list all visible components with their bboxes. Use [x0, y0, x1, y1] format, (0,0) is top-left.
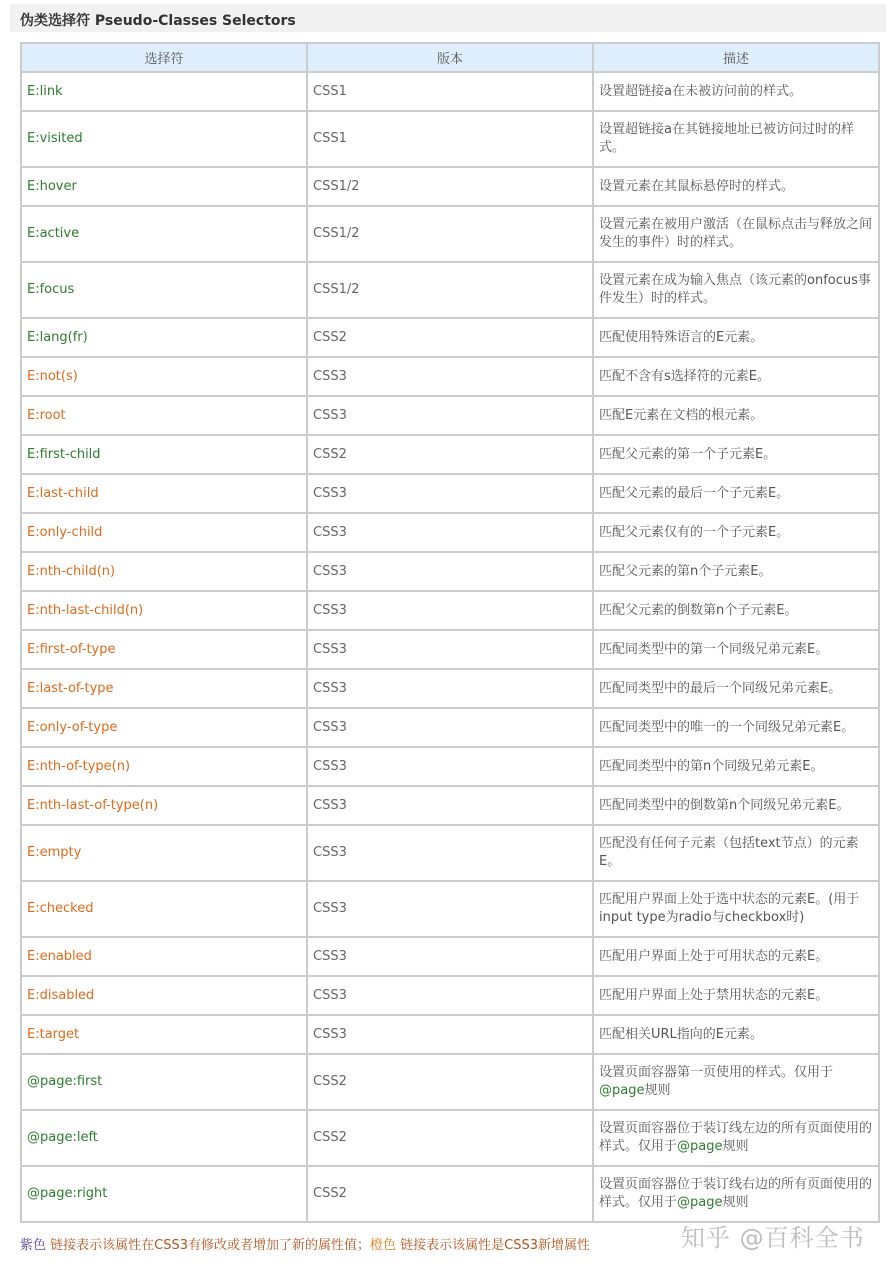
table-row [21, 435, 879, 474]
table-row [21, 357, 879, 396]
description-cell: 匹配没有任何子元素（包括text节点）的元素E。 [593, 825, 879, 881]
description-text: 设置页面容器第一页使用的样式。仅用于 [599, 1065, 834, 1080]
selector-link[interactable]: E:empty [21, 825, 307, 881]
legend-orange-label: 橙色 [370, 1238, 397, 1253]
version-cell: CSS3 [307, 786, 593, 825]
table-row [21, 786, 879, 825]
table-row [21, 396, 879, 435]
version-cell: CSS3 [307, 976, 593, 1015]
legend-note [20, 1234, 590, 1253]
version-cell: CSS3 [307, 1015, 593, 1054]
selector-link[interactable]: E:first-child [21, 435, 307, 474]
version-cell: CSS3 [307, 747, 593, 786]
version-cell: CSS3 [307, 825, 593, 881]
selector-link[interactable]: E:disabled [21, 976, 307, 1015]
legend-orange-text: 链接表示该属性是CSS3新增属性 [396, 1238, 591, 1253]
table-row [21, 881, 879, 937]
description-cell: 匹配使用特殊语言的E元素。 [593, 318, 879, 357]
selector-link[interactable]: E:target [21, 1015, 307, 1054]
description-cell: 匹配不含有s选择符的元素E。 [593, 357, 879, 396]
selector-link[interactable]: E:not(s) [21, 357, 307, 396]
description-cell: 匹配父元素的最后一个子元素E。 [593, 474, 879, 513]
table-row [21, 1015, 879, 1054]
page-rule-link[interactable]: @page [677, 1195, 723, 1210]
description-cell [593, 1166, 879, 1222]
table-row [21, 206, 879, 262]
selector-link[interactable]: E:hover [21, 167, 307, 206]
selector-link[interactable]: E:checked [21, 881, 307, 937]
version-cell: CSS3 [307, 937, 593, 976]
version-cell: CSS1/2 [307, 167, 593, 206]
version-cell: CSS3 [307, 881, 593, 937]
description-cell: 匹配同类型中的倒数第n个同级兄弟元素E。 [593, 786, 879, 825]
description-cell: 匹配同类型中的唯一的一个同级兄弟元素E。 [593, 708, 879, 747]
description-cell: 匹配父元素仅有的一个子元素E。 [593, 513, 879, 552]
table-row [21, 825, 879, 881]
selector-link[interactable]: E:last-of-type [21, 669, 307, 708]
description-text: 设置页面容器位于装订线右边的所有页面使用的样式。仅用于 [599, 1177, 873, 1210]
column-header-description: 描述 [593, 43, 879, 72]
column-header-selector: 选择符 [21, 43, 307, 72]
selector-link[interactable]: E:nth-last-child(n) [21, 591, 307, 630]
version-cell: CSS2 [307, 1054, 593, 1110]
table-row [21, 591, 879, 630]
version-cell: CSS1 [307, 72, 593, 111]
table-row [21, 167, 879, 206]
section-title: 伪类选择符 Pseudo-Classes Selectors [20, 13, 296, 29]
version-cell: CSS3 [307, 513, 593, 552]
version-cell: CSS3 [307, 396, 593, 435]
table-row [21, 1166, 879, 1222]
table-row [21, 937, 879, 976]
table-row [21, 262, 879, 318]
selector-link[interactable]: E:nth-child(n) [21, 552, 307, 591]
version-cell: CSS3 [307, 474, 593, 513]
description-suffix: 规则 [722, 1139, 749, 1154]
version-cell: CSS2 [307, 1110, 593, 1166]
version-cell: CSS1/2 [307, 262, 593, 318]
version-cell: CSS2 [307, 1166, 593, 1222]
description-cell: 匹配E元素在文档的根元素。 [593, 396, 879, 435]
legend-purple-label: 紫色 [20, 1238, 47, 1253]
description-cell [593, 1054, 879, 1110]
table-row [21, 669, 879, 708]
table-row [21, 552, 879, 591]
description-suffix: 规则 [644, 1083, 671, 1098]
table-row [21, 747, 879, 786]
page-rule-link[interactable]: @page [677, 1139, 723, 1154]
table-row [21, 1054, 879, 1110]
legend-purple-text: 链接表示该属性在CSS3有修改或者增加了新的属性值； [46, 1238, 371, 1253]
table-row [21, 513, 879, 552]
version-cell: CSS3 [307, 591, 593, 630]
description-suffix: 规则 [722, 1195, 749, 1210]
description-text: 设置页面容器位于装订线左边的所有页面使用的样式。仅用于 [599, 1121, 873, 1154]
description-cell: 匹配同类型中的第一个同级兄弟元素E。 [593, 630, 879, 669]
selector-link[interactable]: E:link [21, 72, 307, 111]
description-cell: 匹配同类型中的最后一个同级兄弟元素E。 [593, 669, 879, 708]
version-cell: CSS3 [307, 669, 593, 708]
table-row [21, 111, 879, 167]
table-row [21, 474, 879, 513]
selector-link[interactable]: E:only-child [21, 513, 307, 552]
description-cell: 匹配用户界面上处于选中状态的元素E。(用于input type为radio与checkbox时) [593, 881, 879, 937]
selector-link[interactable]: E:visited [21, 111, 307, 167]
version-cell: CSS2 [307, 435, 593, 474]
description-cell [593, 1110, 879, 1166]
table-row [21, 1110, 879, 1166]
description-cell: 匹配父元素的倒数第n个子元素E。 [593, 591, 879, 630]
selector-link[interactable]: @page:left [21, 1110, 307, 1166]
table-row [21, 318, 879, 357]
selector-link[interactable]: E:active [21, 206, 307, 262]
description-cell: 匹配同类型中的第n个同级兄弟元素E。 [593, 747, 879, 786]
description-cell: 设置元素在其鼠标悬停时的样式。 [593, 167, 879, 206]
version-cell: CSS2 [307, 318, 593, 357]
watermark: 知乎 @百科全书 [681, 1224, 865, 1252]
selector-link[interactable]: E:nth-of-type(n) [21, 747, 307, 786]
selector-link[interactable]: E:nth-last-of-type(n) [21, 786, 307, 825]
description-cell: 设置超链接a在其链接地址已被访问过时的样式。 [593, 111, 879, 167]
table-row [21, 708, 879, 747]
version-cell: CSS3 [307, 552, 593, 591]
section-header [10, 4, 886, 32]
description-cell: 匹配用户界面上处于可用状态的元素E。 [593, 937, 879, 976]
version-cell: CSS3 [307, 357, 593, 396]
description-cell: 设置元素在成为输入焦点（该元素的onfocus事件发生）时的样式。 [593, 262, 879, 318]
description-cell: 匹配父元素的第n个子元素E。 [593, 552, 879, 591]
pseudo-classes-table [20, 42, 880, 1223]
column-header-version: 版本 [307, 43, 593, 72]
page-rule-link[interactable]: @page [599, 1083, 645, 1098]
selector-link[interactable]: E:root [21, 396, 307, 435]
selector-link[interactable]: E:only-of-type [21, 708, 307, 747]
table-row [21, 72, 879, 111]
version-cell: CSS3 [307, 708, 593, 747]
description-cell: 设置元素在被用户激活（在鼠标点击与释放之间发生的事件）时的样式。 [593, 206, 879, 262]
selector-link[interactable]: E:last-child [21, 474, 307, 513]
selector-link[interactable]: E:enabled [21, 937, 307, 976]
description-cell: 匹配相关URL指向的E元素。 [593, 1015, 879, 1054]
table-row [21, 630, 879, 669]
selector-link[interactable]: E:lang(fr) [21, 318, 307, 357]
description-cell: 匹配父元素的第一个子元素E。 [593, 435, 879, 474]
selector-link[interactable]: @page:first [21, 1054, 307, 1110]
description-cell: 设置超链接a在未被访问前的样式。 [593, 72, 879, 111]
selector-link[interactable]: E:focus [21, 262, 307, 318]
description-cell: 匹配用户界面上处于禁用状态的元素E。 [593, 976, 879, 1015]
version-cell: CSS3 [307, 630, 593, 669]
table-row [21, 976, 879, 1015]
selector-link[interactable]: E:first-of-type [21, 630, 307, 669]
version-cell: CSS1/2 [307, 206, 593, 262]
table-header-row [21, 43, 879, 72]
table-body [21, 72, 879, 1222]
version-cell: CSS1 [307, 111, 593, 167]
selector-link[interactable]: @page:right [21, 1166, 307, 1222]
